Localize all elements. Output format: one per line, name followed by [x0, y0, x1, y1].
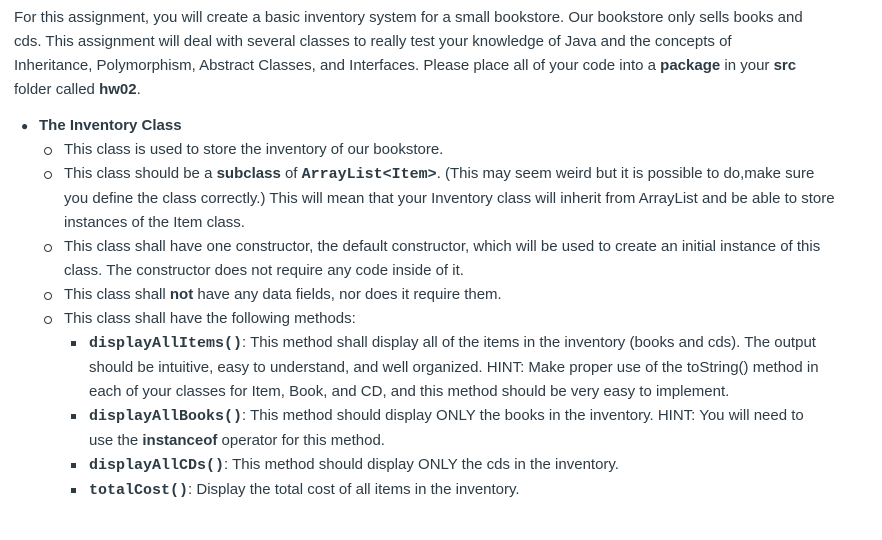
method-item [14, 453, 819, 478]
item-code-arraylist: ArrayList<Item> [301, 166, 437, 183]
method-item [14, 404, 819, 453]
item-text-post: . (This may seem weird but it is possible to do,make sure you define the class correctly.) This will mean that your Inventory class will inherit from ArrayList and be able to store instances of the Item class. [64, 165, 835, 231]
square-bullet-icon [71, 488, 76, 493]
list-item [14, 235, 839, 283]
intro-bold-hw02: hw02 [99, 81, 137, 98]
circle-bullet-icon [44, 244, 52, 252]
item-text-post: have any data fields, nor does it require them. [193, 286, 502, 303]
circle-bullet-icon [44, 292, 52, 300]
intro-bold-package: package [660, 57, 721, 74]
item-text-mid: of [280, 165, 302, 182]
method-bold-instanceof: instanceof [142, 432, 218, 449]
square-bullet-icon [71, 341, 76, 346]
inventory-class-section [14, 114, 874, 503]
method-item [14, 331, 819, 404]
method-code: totalCost() [89, 482, 189, 499]
circle-bullet-icon [44, 316, 52, 324]
method-text: : This method shall display all of the items in the inventory (books and cds). The output should be intuitive, easy to understand, and well organized. HINT: Make proper use of the toString() method in each of your classes for Item, Book, and CD, and this method should be very easy to implement. [89, 334, 819, 400]
disc-bullet-icon: ● [21, 119, 29, 133]
method-code: displayAllCDs() [89, 457, 225, 474]
intro-bold-src: src [773, 57, 797, 74]
method-text-pre: : This method should display ONLY the books in the inventory. HINT: You will need to use the [89, 407, 804, 449]
item-bold-not: not [169, 286, 194, 303]
method-code: displayAllItems() [89, 335, 243, 352]
item-text: This class shall have one constructor, the default constructor, which will be used to create an initial instance of this class. The constructor does not require any code inside of it. [64, 238, 821, 279]
item-text-pre: This class should be a [64, 165, 217, 182]
method-item [14, 478, 819, 503]
list-item [14, 307, 839, 331]
circle-bullet-icon [44, 147, 52, 155]
list-item [14, 138, 839, 162]
item-text: This class is used to store the inventory of our bookstore. [64, 141, 444, 158]
item-text: This class shall have the following methods: [64, 310, 356, 327]
section-heading-item [14, 114, 874, 138]
item-bold-subclass: subclass [216, 165, 281, 182]
square-bullet-icon [71, 463, 76, 468]
item-text-pre: This class shall [64, 286, 170, 303]
list-item [14, 283, 839, 307]
list-item [14, 162, 839, 235]
method-text-post: operator for this method. [217, 432, 385, 449]
intro-text-2: in your [720, 57, 774, 74]
assignment-document [14, 6, 874, 503]
method-code: displayAllBooks() [89, 408, 243, 425]
square-bullet-icon [71, 414, 76, 419]
intro-text-4: . [136, 81, 141, 98]
circle-bullet-icon [44, 171, 52, 179]
intro-text-1: For this assignment, you will create a basic inventory system for a small bookstore. Our bookstore only sells books and cds. This assignment will deal with several classes to really test your knowledge of Java and the concepts of Inheritance, Polymorphism, Abstract Classes, and Interfaces. Please place all of your code into a [14, 9, 803, 74]
method-text: : Display the total cost of all items in the inventory. [188, 481, 520, 498]
section-title: The Inventory Class [39, 117, 182, 134]
intro-paragraph [14, 6, 814, 102]
intro-text-3: folder called [14, 81, 100, 98]
method-text: : This method should display ONLY the cds in the inventory. [224, 456, 619, 473]
